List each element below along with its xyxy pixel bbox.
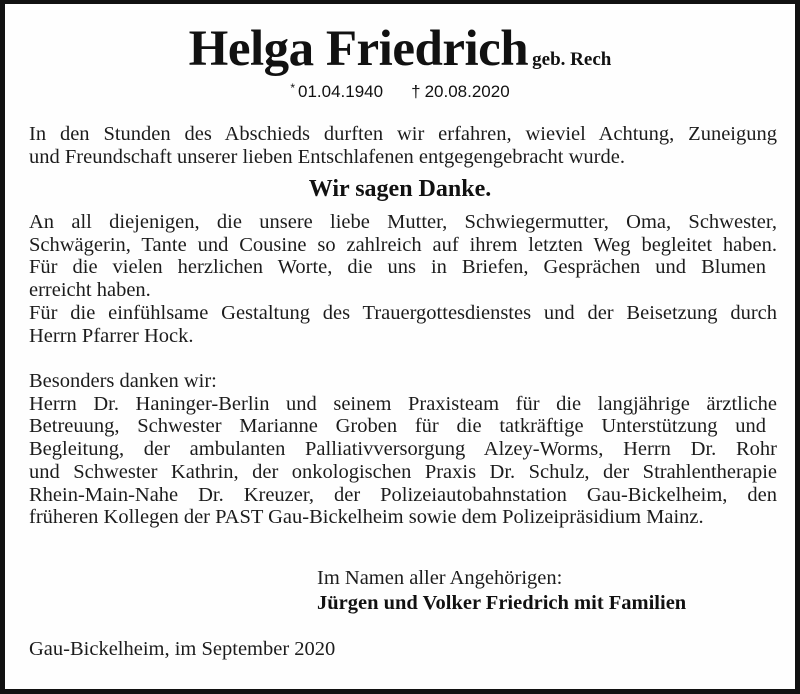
special-thanks-paragraph	[29, 370, 777, 529]
text-line: Rhein-Main-Nahe Dr. Kreuzer, der Polizeiautobahnstation Gau-Bickelheim, den	[29, 483, 777, 506]
intro-paragraph	[29, 123, 777, 168]
text-line: Für die einfühlsame Gestaltung des Trauergottesdienstes und der Beisetzung durch	[29, 301, 777, 324]
text-line: Schwägerin, Tante und Cousine so zahlreich auf ihrem letzten Weg begleitet haben.	[29, 233, 777, 256]
thanks-heading: Wir sagen Danke.	[308, 176, 492, 202]
text-line: und Freundschaft unserer lieben Entschlafenen entgegengebracht wurde.	[29, 145, 625, 168]
text-line: Betreuung, Schwester Marianne Groben für die tatkräftige Unterstützung und	[29, 415, 766, 438]
deceased-name: Helga Friedrich	[188, 21, 529, 77]
text-line: Besonders danken wir:	[29, 370, 217, 392]
text-line: Für die vielen herzlichen Worte, die uns in Briefen, Gesprächen und Blumen	[29, 256, 766, 279]
signers: Jürgen und Volker Friedrich mit Familien	[317, 592, 687, 614]
text-line: An all diejenigen, die unsere liebe Mutter, Schwiegermutter, Oma, Schwester,	[29, 211, 777, 233]
thanks-paragraph	[29, 211, 777, 347]
on-behalf-label: Im Namen aller Angehörigen:	[317, 567, 563, 589]
text-line: und Schwester Kathrin, der onkologischen Praxis Dr. Schulz, der Strahlentherapie	[29, 460, 777, 483]
text-line: erreicht haben.	[29, 279, 151, 302]
text-line: Herrn Pfarrer Hock.	[29, 324, 194, 347]
death-date: 20.08.2020	[424, 82, 510, 101]
death-cross-icon: †	[411, 82, 421, 101]
life-dates	[5, 81, 795, 102]
text-line: früheren Kollegen der PAST Gau-Bickelheim sowie dem Polizeipräsidium Mainz.	[29, 506, 704, 529]
title-row	[5, 20, 795, 78]
place-date: Gau-Bickelheim, im September 2020	[29, 638, 336, 660]
maiden-name: geb. Rech	[532, 49, 612, 70]
text-line: Begleitung, der ambulanten Palliativversorgung Alzey-Worms, Herrn Dr. Rohr	[29, 438, 777, 461]
birth-date: 01.04.1940	[298, 82, 384, 101]
signature-block	[317, 566, 686, 616]
text-line: In den Stunden des Abschieds durften wir erfahren, wieviel Achtung, Zuneigung	[29, 123, 777, 145]
text-line: Herrn Dr. Haninger-Berlin und seinem Praxisteam für die langjährige ärztliche	[29, 392, 777, 415]
birth-star-icon: *	[290, 81, 295, 95]
